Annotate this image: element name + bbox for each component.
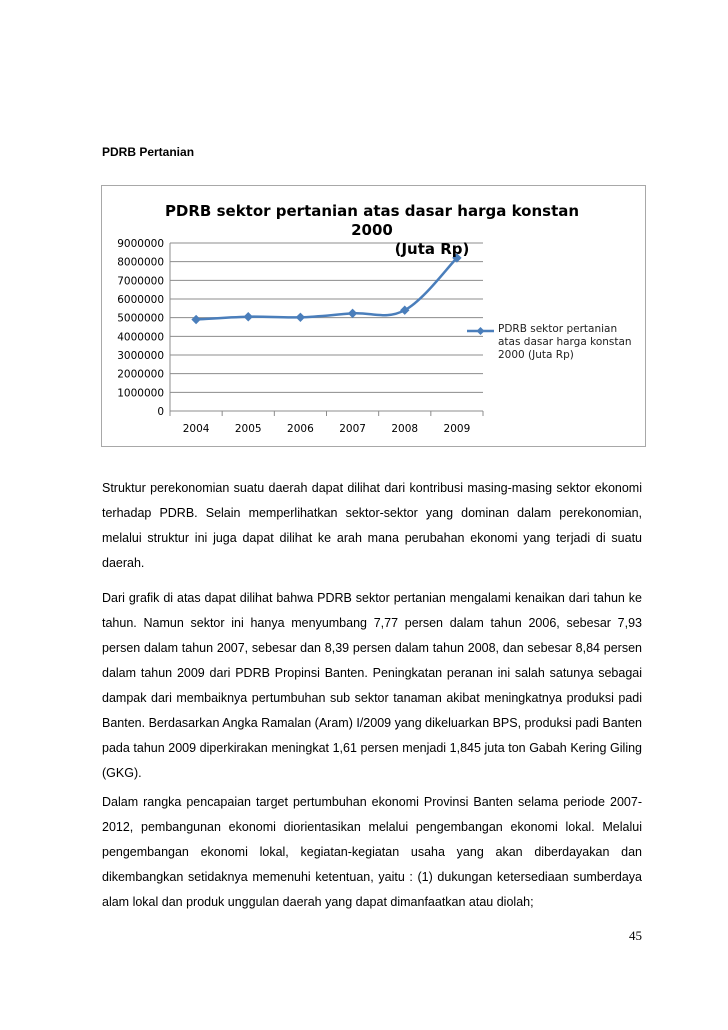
y-tick-label: 5000000 — [117, 312, 164, 325]
x-tick-label: 2004 — [182, 423, 210, 435]
y-tick-label: 8000000 — [117, 256, 164, 269]
section-heading: PDRB Pertanian — [102, 145, 195, 159]
x-tick-label: 2008 — [391, 423, 419, 435]
y-tick-label: 7000000 — [117, 275, 164, 288]
data-point-marker — [244, 313, 252, 321]
data-point-marker — [296, 313, 304, 321]
chart-title-main: PDRB sektor pertanian atas dasar harga konstan 2000 — [164, 202, 580, 239]
series-line — [196, 258, 457, 320]
x-tick-label: 2005 — [234, 423, 262, 435]
paragraph-3: Dalam rangka pencapaian target pertumbuhan ekonomi Provinsi Banten selama periode 2007-2012, pembangunan ekonomi diorientasikan melalui pengembangan ekonomi lokal. Melalui pengembangan ekonomi lokal, kegiatan-kegiatan usaha yang akan diberdayakan dan dikembangkan setidaknya memenuhi ketentuan, yaitu : (1) dukungan ketersediaan sumberdaya alam lokal dan produk unggulan daerah yang dapat dimanfaatkan atau diolah; — [102, 795, 642, 909]
x-tick-label: 2007 — [339, 423, 366, 435]
page-number: 45 — [629, 928, 642, 943]
x-tick-label: 2006 — [287, 423, 314, 435]
y-tick-label: 0 — [157, 406, 164, 418]
paragraph-2: Dari grafik di atas dapat dilihat bahwa PDRB sektor pertanian mengalami kenaikan dari tahun ke tahun. Namun sektor ini hanya menyumbang 7,77 persen dalam tahun 2006, sebesar 7,93 persen dalam tahun 2007, sebesar dan 8,39 persen dalam tahun 2008, dan sebesar 8,84 persen dalam tahun 2009 dari PDRB Propinsi Banten. Peningkatan peranan ini salah satunya sebagai dampak dari membaiknya pertumbuhan sub sektor tanaman akibat meningkatnya produksi padi Banten. Berdasarkan Angka Ramalan (Aram) I/2009 yang dikeluarkan BPS, produksi padi Banten pada tahun 2009 diperkirakan meningkat 1,61 persen menjadi 1,845 juta ton Gabah Kering Giling (GKG). — [102, 591, 642, 780]
legend-label: PDRB sektor pertanian atas dasar harga konstan 2000 (Juta Rp) — [498, 323, 632, 361]
y-tick-label: 3000000 — [117, 350, 164, 362]
paragraph-1: Struktur perekonomian suatu daerah dapat dilihat dari kontribusi masing-masing sektor ekonomi terhadap PDRB. Selain memperlihatkan sektor-sektor yang dominan dalam perekonomian, melalui struktur ini juga dapat dilihat ke arah mana perubahan ekonomi yang terjadi di suatu daerah. — [102, 481, 642, 570]
y-tick-label: 6000000 — [117, 294, 164, 306]
x-tick-label: 2009 — [443, 423, 471, 435]
y-tick-label: 2000000 — [117, 368, 164, 381]
chart-frame — [101, 185, 646, 447]
y-tick-label: 4000000 — [117, 331, 164, 344]
legend-marker-icon — [477, 327, 485, 335]
data-point-marker — [349, 309, 357, 317]
y-tick-label: 1000000 — [117, 387, 164, 400]
y-tick-label: 9000000 — [117, 238, 164, 250]
chart-title — [142, 202, 602, 259]
chart-subtitle: (Juta Rp) — [394, 240, 470, 258]
data-point-marker — [192, 316, 200, 324]
